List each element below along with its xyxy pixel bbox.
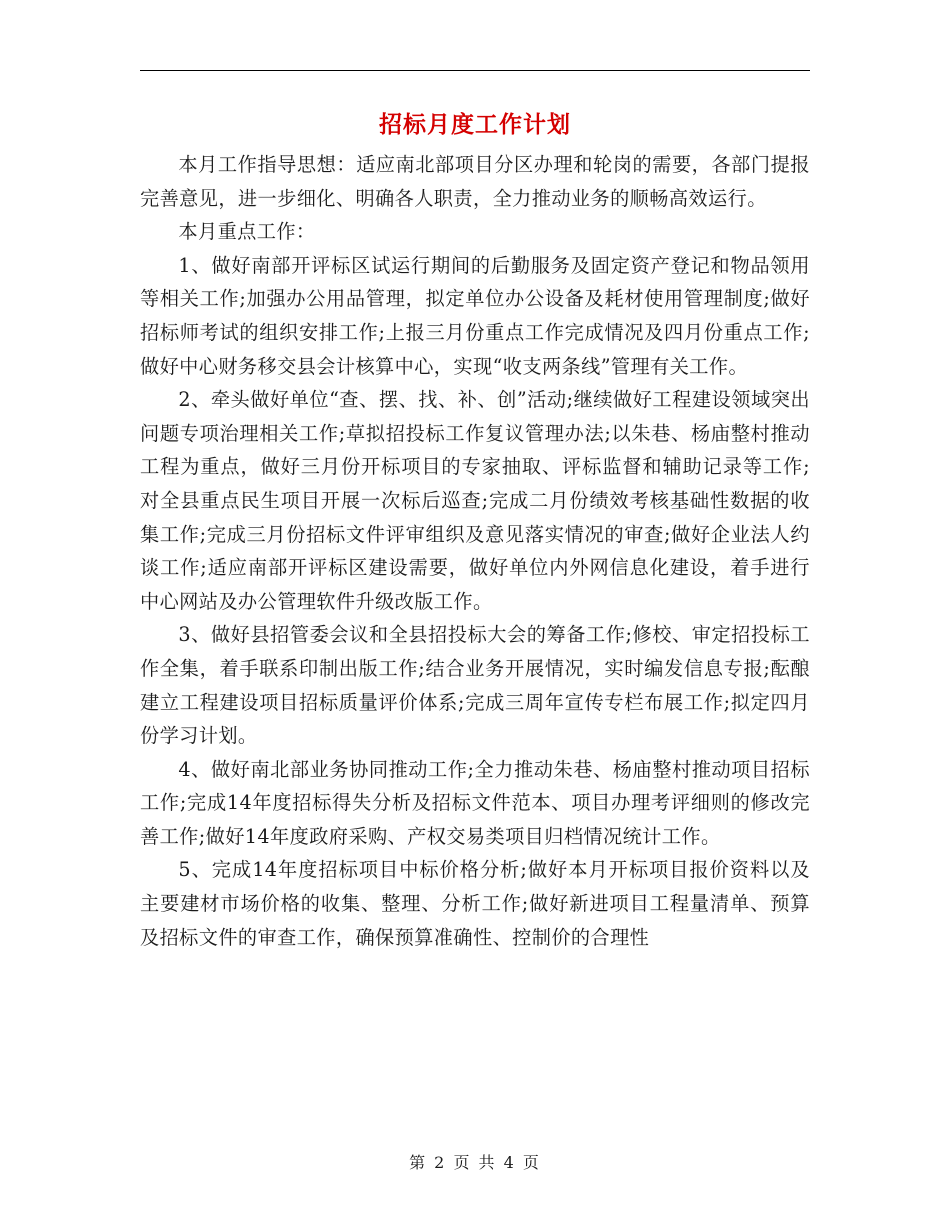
paragraph-guiding-idea: 本月工作指导思想：适应南北部项目分区办理和轮岗的需要，各部门提报完善意见，进一步细化、明确各人职责，全力推动业务的顺畅高效运行。 [140,153,810,210]
paragraph-item-2: 2、牵头做好单位“查、摆、找、补、创”活动;继续做好工程建设领域突出问题专项治理相关工作;草拟招投标工作复议管理办法;以朱巷、杨庙整村推动工程为重点，做好三月份开标项目的专家抽取、评标监督和辅助记录等工作;对全县重点民生项目开展一次标后巡查;完成二月份绩效考核基础性数据的收集工作;完成三月份招标文件评审组织及意见落实情况的审查;做好企业法人约谈工作;适应南部开评标区建设需要，做好单位内外网信息化建设，着手进行中心网站及办公管理软件升级改版工作。 [140,388,810,613]
paragraph-item-3: 3、做好县招管委会议和全县招投标大会的筹备工作;修校、审定招投标工作全集，着手联系印制出版工作;结合业务开展情况，实时编发信息专报;酝酿建立工程建设项目招标质量评价体系;完成三周年宣传专栏布展工作;拟定四月份学习计划。 [140,623,810,748]
page-title: 招标月度工作计划 [379,111,571,138]
paragraph-item-4: 4、做好南北部业务协同推动工作;全力推动朱巷、杨庙整村推动项目招标工作;完成14年度招标得失分析及招标文件范本、项目办理考评细则的修改完善工作;做好14年度政府采购、产权交易类项目归档情况统计工作。 [140,757,810,848]
document-body [140,148,810,954]
header-rule [140,70,810,71]
paragraph-item-1: 1、做好南部开评标区试运行期间的后勤服务及固定资产登记和物品领用等相关工作;加强办公用品管理，拟定单位办公设备及耗材使用管理制度;做好招标师考试的组织安排工作;上报三月份重点工作完成情况及四月份重点工作;做好中心财务移交县会计核算中心，实现“收支两条线”管理有关工作。 [140,253,810,378]
paragraph-item-5: 5、完成14年度招标项目中标价格分析;做好本月开标项目报价资料以及主要建材市场价格的收集、整理、分析工作;做好新进项目工程量清单、预算及招标文件的审查工作，确保预算准确性、控制价的合理性 [140,858,810,949]
paragraph-key-work-heading: 本月重点工作： [178,220,316,244]
page-number-footer: 第 2 页 共 4 页 [409,1153,541,1172]
